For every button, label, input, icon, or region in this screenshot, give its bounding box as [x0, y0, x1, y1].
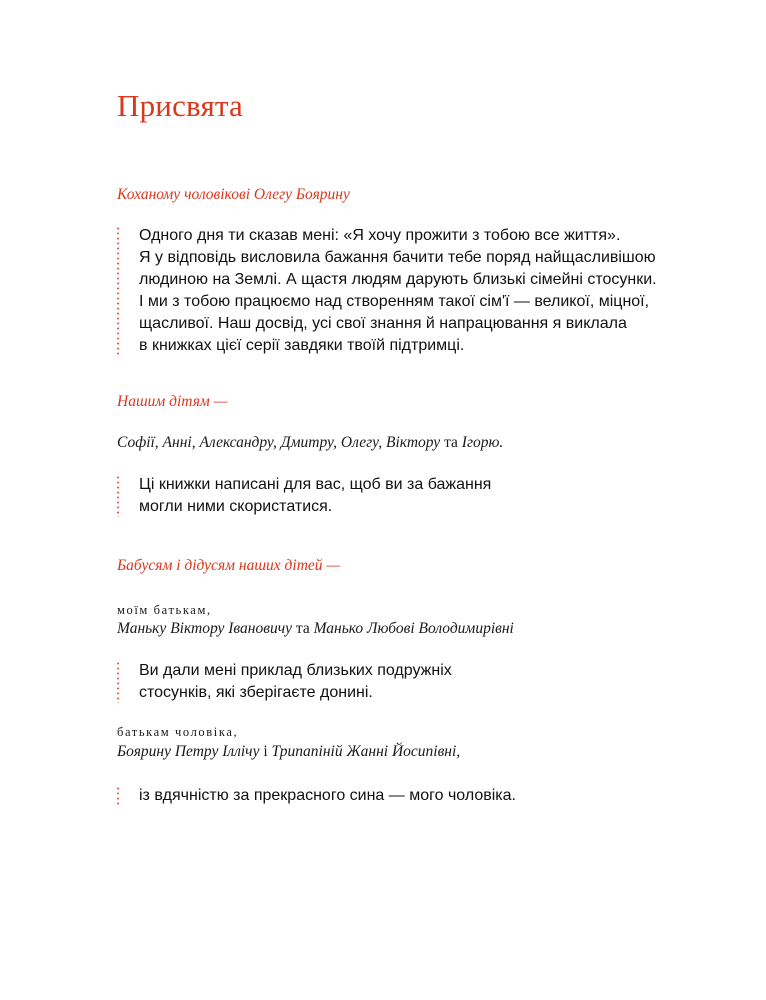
quote-line: могли ними скористатися. — [139, 498, 333, 515]
parent-name: Боярину Петру Іллічу — [117, 743, 260, 760]
children-names-list: Софії, Анні, Александру, Дмитру, Олегу, Віктору — [117, 434, 441, 451]
grandparents-heading: Бабусям і дідусям наших дітей — — [117, 557, 341, 574]
children-last-name: Ігорю. — [461, 434, 504, 451]
husband-parents-quote — [117, 785, 516, 807]
quote-dotted-rule — [117, 661, 119, 703]
quote-line: людиною на Землі. А щастя людям дарують близькі сімейні стосунки. — [139, 271, 657, 288]
quote-dotted-rule — [117, 475, 119, 517]
quote-line: І ми з тобою працюємо над створенням такої сім'ї — великої, міцної, — [139, 293, 650, 310]
quote-line: стосунків, які зберігаєте донині. — [139, 684, 373, 701]
quote-line: із вдячністю за прекрасного сина — мого чоловіка. — [139, 787, 516, 804]
my-parents-label: моїм батькам, — [117, 603, 212, 617]
parent-name: Манько Любові Володимирівні — [313, 620, 514, 637]
children-heading: Нашим дітям — — [117, 393, 228, 410]
husband-parents-names — [117, 743, 460, 761]
quote-dotted-rule — [117, 786, 119, 806]
quote-line: Я у відповідь висловила бажання бачити тебе поряд найщасливішою — [139, 249, 656, 266]
husband-quote — [117, 225, 657, 357]
conjunction: та — [444, 434, 458, 451]
husband-parents-label: батькам чоловіка, — [117, 725, 239, 739]
parent-name: Маньку Віктору Івановичу — [117, 620, 292, 637]
conjunction: і — [263, 743, 268, 760]
quote-line: Ці книжки написані для вас, щоб ви за бажання — [139, 476, 492, 493]
quote-line: щасливої. Наш досвід, усі свої знання й напрацювання я виклала — [139, 315, 627, 332]
quote-line: Ви дали мені приклад близьких подружніх — [139, 662, 452, 679]
quote-line: в книжках цієї серії завдяки твоїй підтримці. — [139, 337, 465, 354]
children-names — [117, 434, 503, 452]
quote-line: Одного дня ти сказав мені: «Я хочу прожити з тобою все життя». — [139, 227, 621, 244]
page-title: Присвята — [117, 88, 244, 123]
my-parents-quote — [117, 660, 452, 704]
quote-dotted-rule — [117, 226, 119, 356]
conjunction: та — [295, 620, 310, 637]
parent-name: Трипапіній Жанні Йосипівні, — [271, 743, 461, 760]
my-parents-names — [117, 620, 514, 638]
husband-heading: Коханому чоловікові Олегу Боярину — [117, 186, 350, 203]
children-quote — [117, 474, 491, 518]
